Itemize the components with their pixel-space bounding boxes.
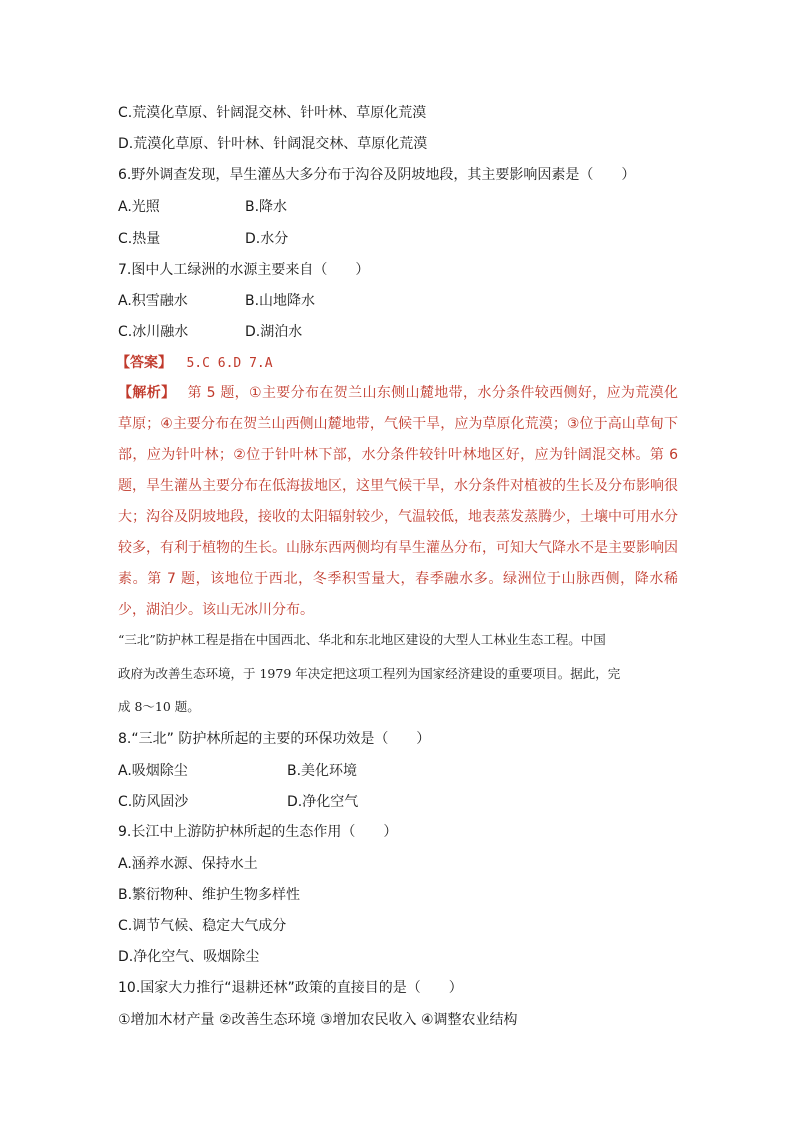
q7-option-c: C.冰川融水 — [118, 324, 189, 340]
q10-stem: 10.国家大力推行“退耕还林”政策的直接目的是（ ） — [118, 980, 463, 996]
q9-option-a: A.涵养水源、保持水土 — [118, 856, 258, 872]
answer-line — [116, 353, 273, 374]
q8-option-c: C.防风固沙 — [118, 794, 189, 810]
q10-choices: ①增加木材产量 ②改善生态环境 ③增加农民收入 ④调整农业结构 — [118, 1012, 518, 1028]
q8-option-d: D.净化空气 — [287, 794, 359, 810]
q5-option-c: C.荒漠化草原、针阔混交林、针叶林、草原化荒漠 — [118, 105, 427, 121]
answer-text: 5.C 6.D 7.A — [186, 356, 273, 371]
q9-stem: 9.长江中上游防护林所起的生态作用（ ） — [118, 824, 398, 840]
analysis-text: 第 5 题，①主要分布在贺兰山东侧山麓地带，水分条件较西侧好，应为荒漠化草原；④主要分布在贺兰山西侧山麓地带，气候干旱，应为草原化荒漠；③位于高山草甸下部，应为针叶林；②位于针叶林下部，水分条件较针叶林地区好，应为针阔混交林。第 6 题，旱生灌丛主要分布在低海拔地区，这里气候干旱，水分条件对植被的生长及分布影响很大；沟谷及阴坡地段，接收的太阳辐射较少，气温较低，地表蒸发蒸腾少，土壤中可用水分较多，有利于植物的生长。山脉东西两侧均有旱生灌丛分布，可知大气降水不是主要影响因素。第 7 题，该地位于西北，冬季积雪量大，春季融水多。绿洲位于山脉西侧，降水稀少，湖泊少。该山无冰川分布。 — [118, 385, 678, 618]
q7-option-a: A.积雪融水 — [118, 293, 188, 309]
q7-option-d: D.湖泊水 — [245, 324, 303, 340]
passage-line-2: 政府为改善生态环境，于 1979 年决定把这项工程列为国家经济建设的重要项目。据此，完 — [118, 666, 621, 681]
q6-stem: 6.野外调查发现，旱生灌丛大多分布于沟谷及阴坡地段，其主要影响因素是（ ） — [118, 167, 636, 183]
passage-line-3: 成 8～10 题。 — [118, 699, 200, 714]
q7-stem: 7.图中人工绿洲的水源主要来自（ ） — [118, 262, 370, 278]
q6-option-b: B.降水 — [245, 199, 288, 215]
q6-option-d: D.水分 — [245, 231, 289, 247]
analysis-paragraph — [118, 378, 678, 626]
q8-option-a: A.吸烟除尘 — [118, 763, 188, 779]
q7-option-b: B.山地降水 — [245, 293, 316, 309]
q8-option-b: B.美化环境 — [287, 763, 358, 779]
analysis-label: 【解析】 — [118, 385, 176, 401]
answer-label: 【答案】 — [116, 355, 172, 371]
q9-option-c: C.调节气候、稳定大气成分 — [118, 918, 287, 934]
passage-line-1: “三北”防护林工程是指在中国西北、华北和东北地区建设的大型人工林业生态工程。中国 — [118, 632, 606, 647]
q5-option-d: D.荒漠化草原、针叶林、针阔混交林、草原化荒漠 — [118, 136, 428, 152]
q6-option-a: A.光照 — [118, 199, 160, 215]
q6-option-c: C.热量 — [118, 231, 161, 247]
q9-option-d: D.净化空气、吸烟除尘 — [118, 949, 260, 965]
q9-option-b: B.繁衍物种、维护生物多样性 — [118, 887, 301, 903]
q8-stem: 8.“三北” 防护林所起的主要的环保功效是（ ） — [118, 731, 431, 747]
